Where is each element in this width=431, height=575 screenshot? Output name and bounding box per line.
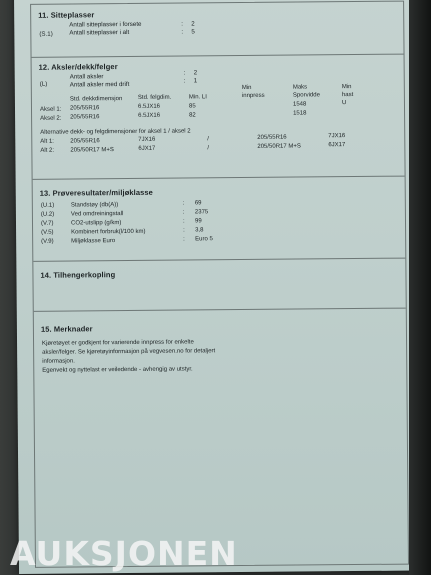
row-colon: : bbox=[182, 209, 185, 216]
section-tilhengerkopling bbox=[33, 258, 405, 312]
section-sitteplasser bbox=[31, 2, 403, 58]
document-frame bbox=[30, 1, 409, 568]
row-code: (S.1) bbox=[39, 30, 53, 38]
row-code: (V.9) bbox=[41, 238, 54, 245]
row-value: 99 bbox=[194, 218, 202, 225]
track-width: 1518 bbox=[293, 110, 307, 117]
row-colon: : bbox=[182, 200, 185, 207]
remark-line: Egenvekt og nyttelast er veiledende - avhengig av utstyr. bbox=[42, 366, 193, 374]
row-colon: : bbox=[181, 20, 184, 28]
rim-dimension: 7JX16 bbox=[328, 133, 346, 140]
row-code: (V.7) bbox=[40, 220, 54, 227]
section-proveresultater bbox=[33, 176, 406, 262]
rim-dimension: 6.5JX16 bbox=[138, 112, 161, 119]
column-header: Std. dekkdimensjon bbox=[69, 96, 123, 103]
row-value: 5 bbox=[191, 28, 195, 36]
registration-document bbox=[14, 0, 415, 574]
load-index: 85 bbox=[188, 103, 196, 110]
row-label: CO2-utslipp (g/km) bbox=[70, 220, 122, 227]
section-title: 11. Sitteplasser bbox=[38, 10, 95, 20]
rim-dimension: 6JX17 bbox=[138, 145, 156, 152]
section-merknader bbox=[34, 308, 408, 567]
row-label: Ved omdreiningstall bbox=[70, 211, 124, 218]
section-title: 15. Merknader bbox=[40, 324, 93, 334]
alt-dimensions-title: Alternative dekk- og felgdimensjoner for aksel 1 / aksel 2 bbox=[40, 128, 191, 136]
row-value: 2 bbox=[191, 20, 195, 28]
row-colon: : bbox=[183, 236, 185, 243]
row-value: 2375 bbox=[194, 209, 209, 216]
row-code: (U.1) bbox=[40, 202, 55, 209]
row-value: 69 bbox=[194, 200, 202, 207]
section-aksler-dekk-felger bbox=[32, 54, 405, 180]
row-colon: : bbox=[182, 218, 185, 225]
axle-label: Aksel 2: bbox=[40, 115, 62, 122]
tire-dimension: 205/55R16 bbox=[70, 114, 100, 121]
load-index: 82 bbox=[189, 112, 196, 119]
row-label: Antall sitteplasser i forsete bbox=[69, 20, 142, 29]
column-header: hast bbox=[341, 92, 354, 99]
row-code: (U.2) bbox=[40, 211, 55, 218]
track-width: 1548 bbox=[292, 101, 307, 108]
column-header: Min bbox=[241, 84, 252, 92]
axle-separator: / bbox=[207, 136, 209, 143]
row-value: 2 bbox=[193, 69, 198, 77]
tire-dimension: 205/50R17 M+S bbox=[70, 147, 114, 154]
tire-dimension: 205/55R16 bbox=[69, 105, 100, 112]
remark-line: aksler/felger. Se kjøretøyinformasjon på vegvesen.no for detaljert bbox=[42, 348, 216, 356]
column-header: Min bbox=[341, 84, 352, 91]
column-header: Std. felgdim. bbox=[137, 94, 172, 101]
column-header: Maks bbox=[292, 84, 308, 91]
alt-label: Alt 2: bbox=[40, 147, 55, 154]
column-header: Min. LI bbox=[188, 94, 207, 101]
row-colon: : bbox=[181, 28, 184, 36]
section-title: 13. Prøveresultater/miljøklasse bbox=[39, 187, 153, 198]
axle-separator: / bbox=[207, 145, 210, 152]
watermark-logo: AUKSJONEN bbox=[10, 534, 238, 573]
tire-dimension: 205/50R17 M+S bbox=[257, 143, 301, 150]
section-title: 14. Tilhengerkopling bbox=[40, 270, 116, 280]
axle-label: Aksel 1: bbox=[39, 106, 62, 113]
row-label: Kombinert forbruk(l/100 km) bbox=[71, 228, 146, 236]
row-label: Miljøklasse Euro bbox=[71, 238, 116, 245]
row-colon: : bbox=[183, 77, 186, 85]
row-label: Antall aksler bbox=[69, 73, 104, 81]
shadow-edge bbox=[409, 0, 431, 575]
alt-label: Alt 1: bbox=[40, 138, 55, 145]
row-value: 3,8 bbox=[195, 227, 204, 234]
row-label: Standstøy (db(A)) bbox=[70, 202, 119, 209]
row-value: 1 bbox=[193, 77, 198, 85]
speed-rating: U bbox=[341, 100, 347, 107]
column-header: Sporvidde bbox=[292, 92, 320, 99]
tire-dimension: 205/55R16 bbox=[70, 138, 100, 145]
remark-line: informasjon. bbox=[42, 358, 75, 365]
section-title: 12. Aksler/dekk/felger bbox=[38, 62, 118, 72]
row-value: Euro 5 bbox=[195, 236, 213, 243]
tire-dimension: 205/55R16 bbox=[257, 134, 287, 141]
row-label: Antall sitteplasser i alt bbox=[69, 28, 130, 37]
rim-dimension: 6.5JX16 bbox=[137, 103, 161, 110]
row-code: (V.5) bbox=[41, 229, 54, 236]
row-code: (L) bbox=[39, 80, 48, 88]
row-colon: : bbox=[183, 227, 185, 234]
column-header: innpress bbox=[241, 92, 265, 100]
remark-line: Kjøretøyet er godkjent for varierende innpress for enkelte bbox=[42, 339, 194, 347]
rim-dimension: 6JX17 bbox=[328, 142, 346, 149]
rim-dimension: 7JX16 bbox=[138, 136, 156, 143]
row-label: Antall aksler med drift bbox=[69, 80, 130, 89]
row-colon: : bbox=[183, 69, 186, 77]
